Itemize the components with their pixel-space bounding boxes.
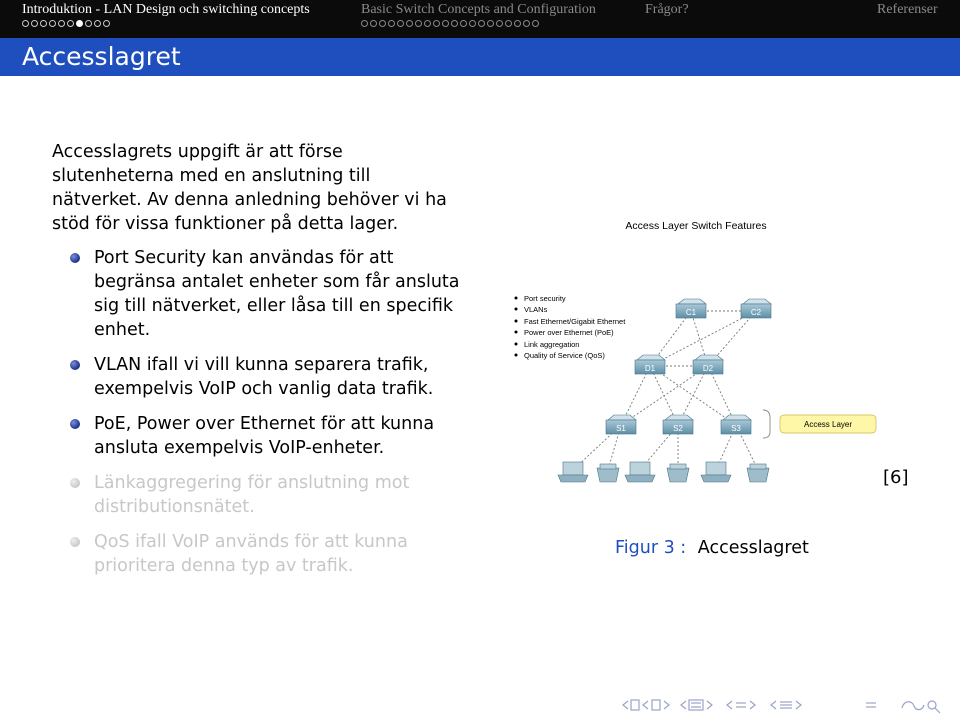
- switch-s2-label: S2: [673, 424, 683, 433]
- frame-dot[interactable]: [406, 20, 413, 27]
- bullet-text: VLAN ifall vi vill kunna separera trafik, exempelvis VoIP och vanlig data trafik.: [94, 355, 434, 399]
- frame-dot[interactable]: [487, 20, 494, 27]
- laptop-icon: [558, 462, 588, 482]
- frame-dot[interactable]: [478, 20, 485, 27]
- frame-dot[interactable]: [469, 20, 476, 27]
- frame-dot[interactable]: [361, 20, 368, 27]
- switch-s1: [606, 415, 636, 434]
- bullet-text: Port Security kan användas för att begränsa antalet enheter som får ansluta sig till nätverket, eller låsa till en specifik enhet.: [94, 248, 460, 340]
- end-devices: [558, 462, 769, 482]
- frame-dot[interactable]: [31, 20, 38, 27]
- current-frame-dot[interactable]: [76, 20, 83, 27]
- header-section-link[interactable]: Introduktion - LAN Design och switching concepts: [22, 2, 310, 17]
- bullet-icon: [70, 537, 80, 547]
- nav-first-icon[interactable]: [623, 700, 639, 710]
- bullet-text: PoE, Power over Ethernet för att kunna ansluta exempelvis VoIP-enheter.: [94, 414, 435, 458]
- nav-next-frame-icon[interactable]: [652, 700, 669, 710]
- switch-c2-label: C2: [750, 308, 762, 317]
- bullet-text: QoS ifall VoIP används för att kunna prioritera denna typ av trafik.: [94, 532, 408, 576]
- feature-item: Port security: [524, 294, 566, 303]
- figure-caption-label: Figur 3 :: [615, 538, 687, 558]
- beamer-navigation-symbols: [620, 694, 950, 716]
- bullet-icon: [70, 360, 80, 370]
- frame-dot[interactable]: [505, 20, 512, 27]
- frame-dot[interactable]: [94, 20, 101, 27]
- ip-phone-icon: [747, 464, 769, 482]
- frame-dot[interactable]: [532, 20, 539, 27]
- access-layer-box: [780, 415, 876, 433]
- nav-align-icon[interactable]: [866, 703, 876, 707]
- laptop-icon: [625, 462, 655, 482]
- switch-d2: [693, 355, 723, 374]
- access-layer-label: Access Layer: [803, 420, 853, 429]
- switch-c1-label: C1: [685, 308, 697, 317]
- switch-c1: [676, 299, 706, 318]
- switch-s3-label: S3: [731, 424, 741, 433]
- header-section-link[interactable]: Basic Switch Concepts and Configuration: [361, 2, 596, 17]
- frame-dot[interactable]: [433, 20, 440, 27]
- switch-d1-label: D1: [644, 364, 656, 373]
- nav-section-back-icon[interactable]: [771, 701, 801, 709]
- bullet-text: Länkaggregering för anslutning mot distributionsnätet.: [94, 473, 410, 517]
- frame-dot[interactable]: [22, 20, 29, 27]
- bullet-item-dimmed: [70, 530, 460, 578]
- figure-caption: [615, 538, 809, 558]
- feature-item: Fast Ethernet/Gigabit Ethernet: [524, 317, 626, 326]
- frame-dot[interactable]: [424, 20, 431, 27]
- bullet-item: [70, 246, 460, 342]
- feature-item: Link aggregation: [524, 340, 580, 349]
- frame-dot[interactable]: [388, 20, 395, 27]
- nav-next-subsection-icon[interactable]: [707, 701, 712, 709]
- feature-list: [515, 294, 627, 360]
- frame-dot[interactable]: [415, 20, 422, 27]
- header-navigation-bar: [0, 0, 960, 38]
- bullet-item-dimmed: [70, 471, 460, 519]
- access-layer-bracket: [763, 410, 770, 438]
- feature-item: Power over Ethernet (PoE): [524, 328, 614, 337]
- network-diagram-figure: [500, 212, 890, 502]
- bullet-icon: [70, 253, 80, 263]
- nav-search-icon[interactable]: [902, 701, 940, 713]
- bullet-icon: [70, 478, 80, 488]
- ip-phone-icon: [597, 464, 619, 482]
- switch-d1: [635, 355, 665, 374]
- frame-dot[interactable]: [496, 20, 503, 27]
- intro-paragraph: Accesslagrets uppgift är att förse slutenheterna med en anslutning till nätverket. Av denna anledning behöver vi ha stöd för vissa funktioner på detta lager.: [52, 142, 447, 234]
- switch-c2: [741, 299, 771, 318]
- figure-title: Access Layer Switch Features: [625, 220, 767, 232]
- bullet-list: [70, 246, 460, 589]
- frame-dot[interactable]: [370, 20, 377, 27]
- header-frame-dots: [361, 20, 539, 32]
- laptop-icon: [701, 462, 731, 482]
- bullet-icon: [70, 419, 80, 429]
- switch-s2: [663, 415, 693, 434]
- switch-d2-label: D2: [702, 364, 714, 373]
- switch-s1-label: S1: [616, 424, 626, 433]
- header-section-link[interactable]: Frågor?: [645, 2, 689, 17]
- bullet-item: [70, 353, 460, 401]
- nav-prev-subsection-icon[interactable]: [681, 700, 703, 710]
- frame-title: Accesslagret: [22, 42, 181, 71]
- feature-item: Quality of Service (QoS): [524, 351, 605, 360]
- frame-dot[interactable]: [451, 20, 458, 27]
- frame-dot[interactable]: [442, 20, 449, 27]
- header-section-link[interactable]: Referenser: [877, 2, 938, 17]
- nav-prev-section-icon[interactable]: [727, 701, 746, 709]
- frame-dot[interactable]: [58, 20, 65, 27]
- frame-dot[interactable]: [514, 20, 521, 27]
- frame-dot[interactable]: [523, 20, 530, 27]
- citation-link[interactable]: [6]: [883, 467, 909, 488]
- switch-s3: [721, 415, 751, 434]
- feature-item: VLANs: [524, 305, 548, 314]
- frame-title-bar: [0, 38, 960, 76]
- ip-phone-icon: [667, 464, 689, 482]
- nav-next-section-icon[interactable]: [750, 701, 755, 709]
- frame-dot[interactable]: [40, 20, 47, 27]
- frame-dot[interactable]: [85, 20, 92, 27]
- frame-dot[interactable]: [103, 20, 110, 27]
- frame-dot[interactable]: [460, 20, 467, 27]
- frame-dot[interactable]: [379, 20, 386, 27]
- frame-dot[interactable]: [67, 20, 74, 27]
- figure-caption-text: Accesslagret: [697, 538, 809, 558]
- nav-prev-frame-icon[interactable]: [643, 701, 648, 709]
- frame-dot[interactable]: [397, 20, 404, 27]
- bullet-item: [70, 412, 460, 460]
- frame-dot[interactable]: [49, 20, 56, 27]
- header-frame-dots: [22, 20, 110, 32]
